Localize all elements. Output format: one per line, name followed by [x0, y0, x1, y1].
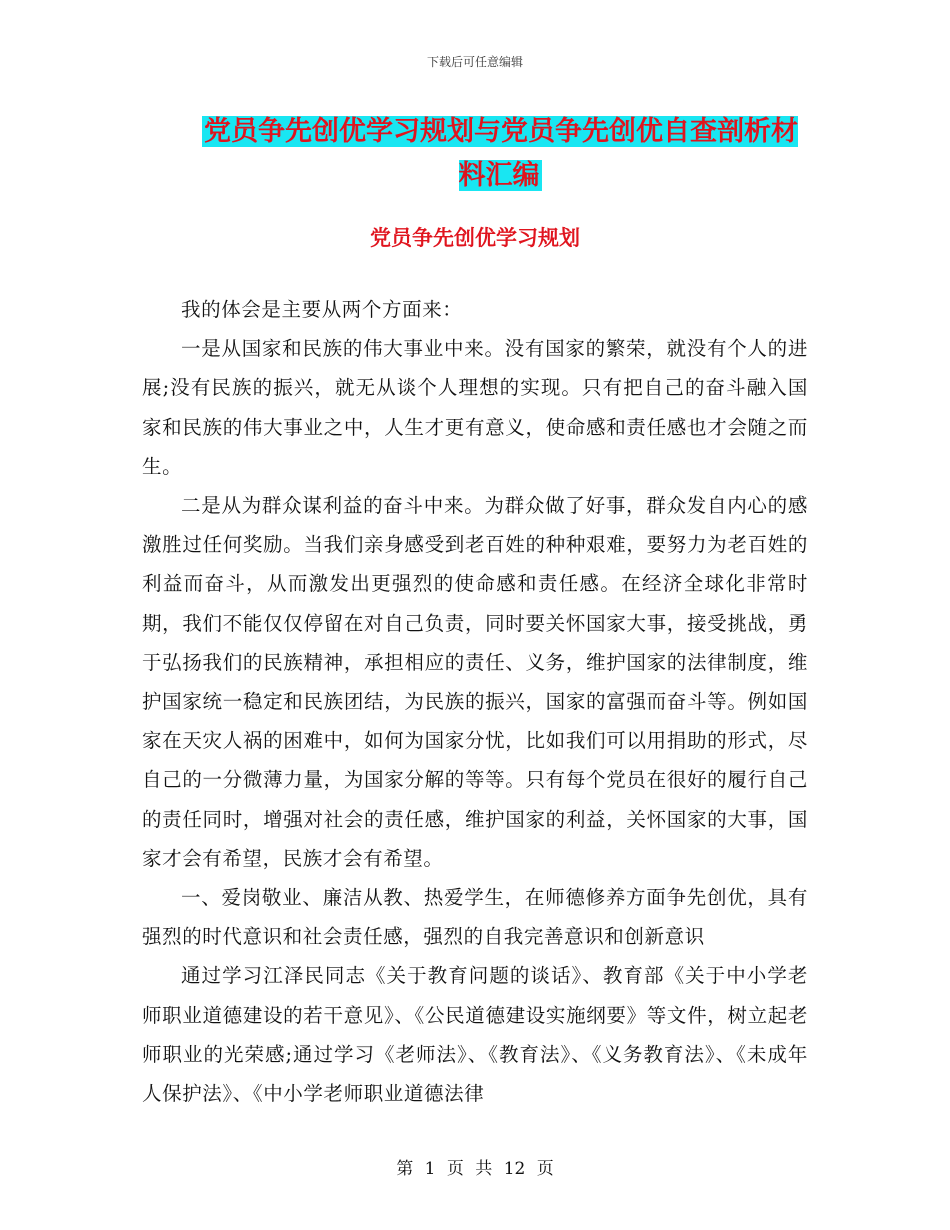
paragraph-heading-one: 一、爱岗敬业、廉洁从教、热爱学生，在师德修养方面争先创优，具有强烈的时代意识和社会责任感，强烈的自我完善意识和创新意识 — [142, 886, 808, 949]
page-header-note: 下载后可任意编辑 — [426, 55, 523, 69]
paragraph-point-two: 二是从为群众谋利益的奋斗中来。为群众做了好事，群众发自内心的感激胜过任何奖励。当我们亲身感受到老百姓的种种艰难，要努力为老百姓的利益而奋斗，从而激发出更强烈的使命感和责任感。在经济全球化非常时期，我们不能仅仅停留在对自己负责，同时要关怀国家大事，接受挑战，勇于弘扬我们的民族精神，承担相应的责任、义务，维护国家的法律制度，维护国家统一稳定和民族团结，为民族的振兴，国家的富强而奋斗等。例如国家在天灾人祸的困难中，如何为国家分忧，比如我们可以用捐助的形式，尽自己的一分微薄力量，为国家分解的等等。只有每个党员在很好的履行自己的责任同时，增强对社会的责任感，维护国家的利益，关怀国家的大事，国家才会有希望，民族才会有希望。 — [142, 494, 808, 870]
section-title: 党员争先创优学习规划 — [370, 226, 580, 250]
document-body — [142, 290, 808, 1113]
paragraph-intro: 我的体会是主要从两个方面来： — [181, 298, 463, 321]
document-title — [190, 110, 810, 198]
paragraph-study: 通过学习江泽民同志《关于教育问题的谈话》、教育部《关于中小学老师职业道德建设的若干意见》、《公民道德建设实施纲要》等文件，树立起老师职业的光荣感;通过学习《老师法》、《教育法》、《义务教育法》、《未成年人保护法》、《中小学老师职业道德法律 — [142, 964, 808, 1106]
paragraph-point-one: 一是从国家和民族的伟大事业中来。没有国家的繁荣，就没有个人的进展;没有民族的振兴，就无从谈个人理想的实现。只有把自己的奋斗融入国家和民族的伟大事业之中，人生才更有意义，使命感和责任感也才会随之而生。 — [142, 337, 808, 478]
document-title-highlight: 党员争先创优学习规划与党员争先创优自查剖析材料汇编 — [204, 116, 798, 191]
page-footer: 第 1 页 共 12 页 — [396, 1159, 554, 1179]
